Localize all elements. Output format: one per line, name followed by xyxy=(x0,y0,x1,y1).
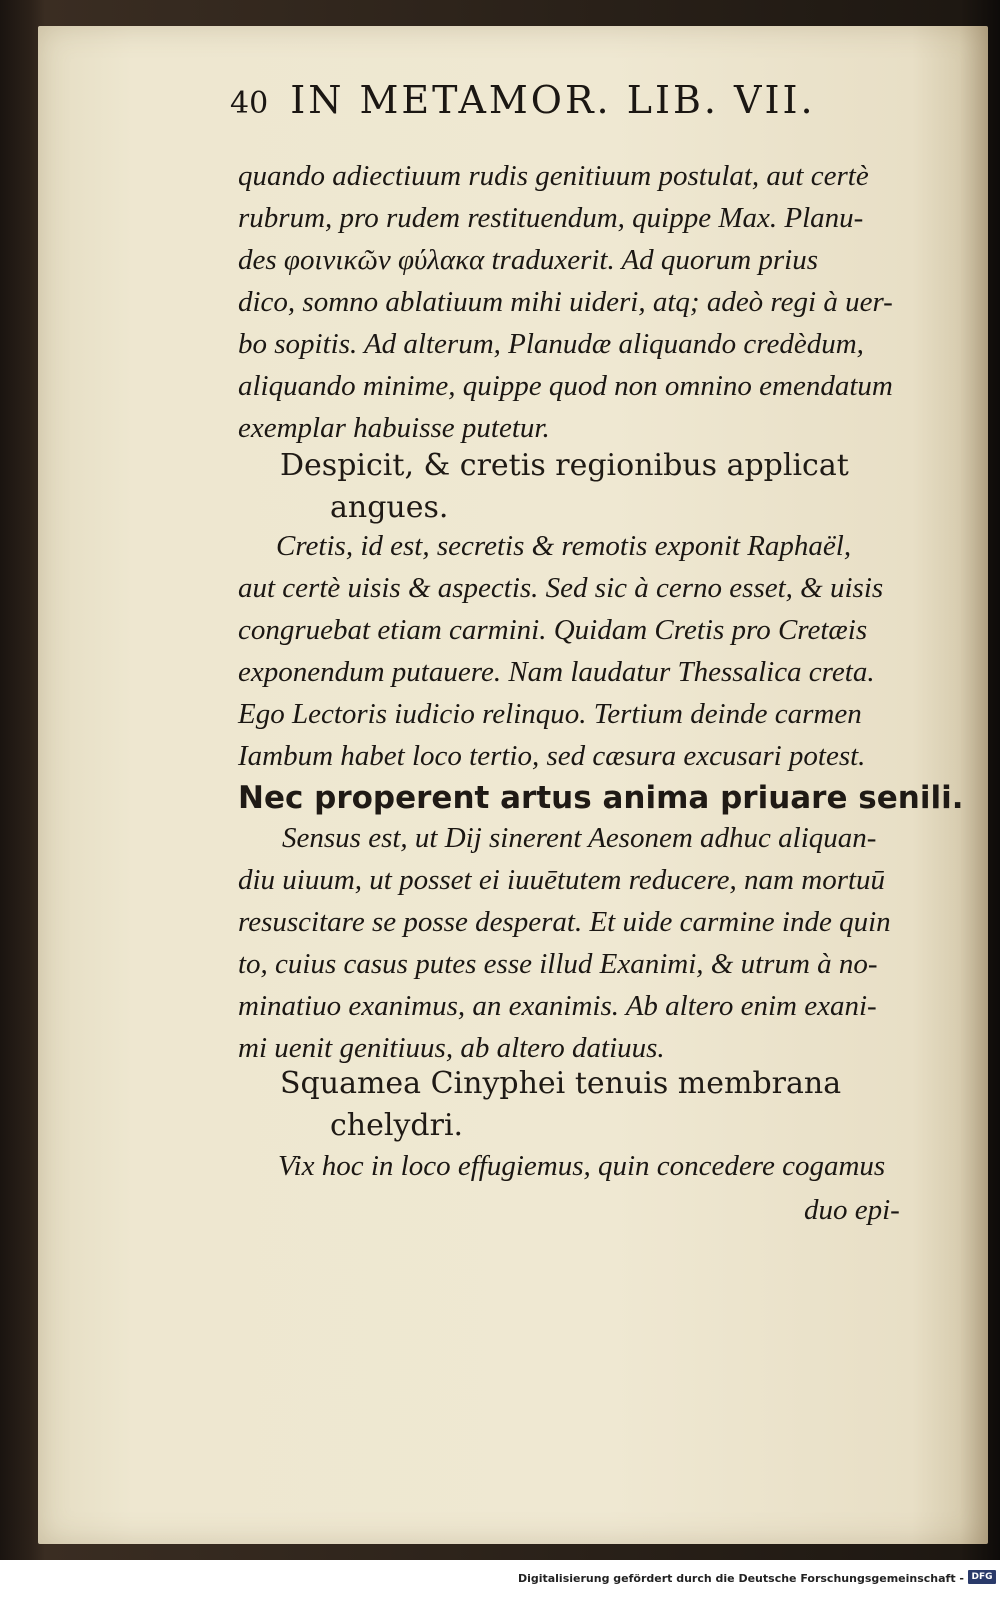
funding-credit: Digitalisierung gefördert durch die Deutsche Forschungsgemeinschaft - xyxy=(517,1572,964,1585)
text-line: mi uenit genitiuus, ab altero datiuus. xyxy=(238,1032,665,1064)
text-line: Iambum habet loco tertio, sed cæsura excusari potest. xyxy=(238,740,866,772)
text-line: Sensus est, ut Dij sinerent Aesonem adhuc aliquan- xyxy=(282,822,877,854)
running-title: IN METAMOR. LIB. VII. xyxy=(290,78,816,122)
lemma-line: Squamea Cinyphei tenuis membrana xyxy=(280,1066,842,1101)
running-header xyxy=(230,78,930,128)
text-line: quando adiectiuum rudis genitiuum postulat, aut certè xyxy=(238,160,869,192)
text-line: des φοινικῶν φύλακα traduxerit. Ad quorum prius xyxy=(238,244,819,276)
catchword: duo epi- xyxy=(804,1194,900,1226)
text-line: diu uiuum, ut posset ei iuuētutem reducere, nam mortuū xyxy=(238,864,886,896)
page-number: 40 xyxy=(230,86,269,121)
text-line: exemplar habuisse putetur. xyxy=(238,412,550,444)
text-line: minatiuo exanimus, an exanimis. Ab altero enim exani- xyxy=(238,990,877,1022)
text-line: bo sopitis. Ad alterum, Planudæ aliquando credèdum, xyxy=(238,328,864,360)
lemma-line: Despicit, & cretis regionibus applicat xyxy=(280,448,849,483)
text-line: aliquando minime, quippe quod non omnino emendatum xyxy=(238,370,893,402)
text-line: exponendum putauere. Nam laudatur Thessalica creta. xyxy=(238,656,875,688)
lemma-line: Nec properent artus anima priuare senili. xyxy=(238,780,964,816)
text-line: resuscitare se posse desperat. Et uide carmine inde quin xyxy=(238,906,891,938)
text-line: aut certè uisis & aspectis. Sed sic à cerno esset, & uisis xyxy=(238,572,884,604)
text-line: Vix hoc in loco effugiemus, quin concedere cogamus xyxy=(278,1150,886,1182)
text-line: Cretis, id est, secretis & remotis exponit Raphaël, xyxy=(276,530,852,562)
text-line: to, cuius casus putes esse illud Exanimi, & utrum à no- xyxy=(238,948,878,980)
text-line: Ego Lectoris iudicio relinquo. Tertium deinde carmen xyxy=(238,698,862,730)
text-line: rubrum, pro rudem restituendum, quippe Max. Planu- xyxy=(238,202,864,234)
lemma-line: chelydri. xyxy=(330,1108,464,1143)
footer-bar xyxy=(0,1560,1000,1597)
text-line: congruebat etiam carmini. Quidam Cretis pro Cretæis xyxy=(238,614,868,646)
lemma-line: angues. xyxy=(330,490,449,525)
text-line: dico, somno ablatiuum mihi uideri, atq; adeò regi à uer- xyxy=(238,286,893,318)
dfg-logo-icon: DFG xyxy=(968,1570,996,1584)
